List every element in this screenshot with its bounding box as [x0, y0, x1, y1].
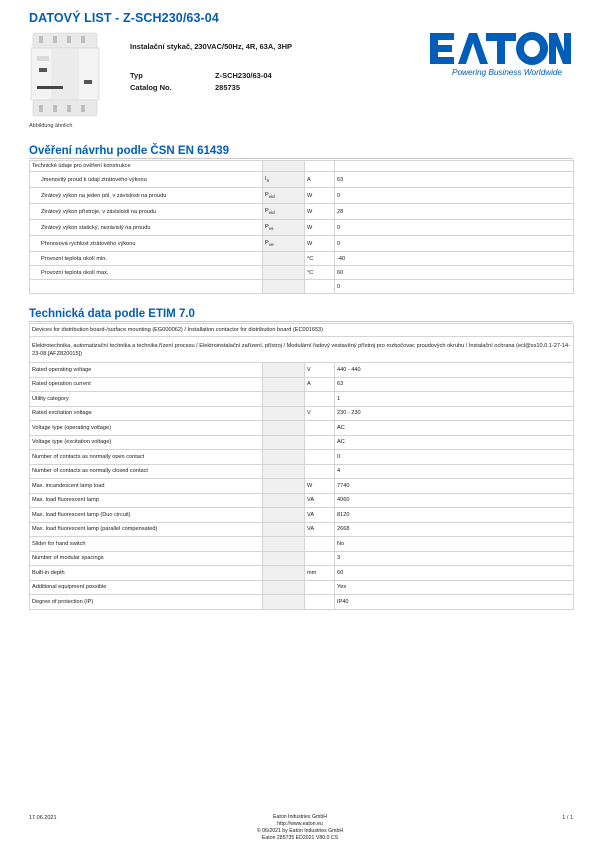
etim-path-text: Elektrotechnika, automatizační technika a technika řízení procesu / Elektroinstalační zařízení, přístroj / Modulární řadový vestavěný přístroj pro rozbočovac proudových okruhu / Instalační ochrana (ecl@ss10.0.1-27-14-23-08 [AFZ820015])	[30, 337, 574, 363]
row-unit: V	[305, 363, 335, 378]
catalog-value: 285735	[215, 83, 241, 92]
design-verification-table	[29, 160, 574, 294]
row-label: Ztrátový výkon na jeden pól, v závislosti na proudu	[30, 188, 263, 204]
image-caption: Abbildung ähnlich	[29, 123, 73, 129]
row-value: -40	[335, 252, 574, 266]
table-row	[30, 252, 574, 266]
row-label	[30, 280, 263, 294]
row-value: 8120	[335, 508, 574, 523]
row-value: 7740	[335, 479, 574, 494]
row-unit: W	[305, 204, 335, 220]
row-unit	[305, 464, 335, 479]
table-row	[30, 421, 574, 436]
table-row	[30, 566, 574, 581]
row-label: Voltage type (operating voltage)	[30, 421, 263, 436]
row-unit	[305, 537, 335, 552]
table-row	[30, 363, 574, 378]
table-row	[30, 595, 574, 610]
row-label: Number of contacts as normally open contact	[30, 450, 263, 465]
row-unit: VA	[305, 508, 335, 523]
table-row	[30, 479, 574, 494]
page-title: DATOVÝ LIST - Z-SCH230/63-04	[29, 11, 219, 25]
row-label: Max. load fluorescent lamp (parallel compensated)	[30, 522, 263, 537]
row-value: 230 - 230	[335, 406, 574, 421]
row-unit: W	[305, 479, 335, 494]
table-row	[30, 537, 574, 552]
row-label: Utility category	[30, 392, 263, 407]
row-value: 440 - 440	[335, 363, 574, 378]
footer-company: Eaton Industries GmbH	[273, 814, 327, 820]
row-value: 1	[335, 392, 574, 407]
table-row	[30, 236, 574, 252]
row-label: Number of modular spacings	[30, 551, 263, 566]
row-unit	[305, 580, 335, 595]
footer-url[interactable]: http://www.eaton.eu	[277, 821, 323, 827]
row-label: Degree of protection (IP)	[30, 595, 263, 610]
row-label: Provozní teplota okolí max.	[30, 266, 263, 280]
row-label: Jmenovitý proud k údaji ztrátového výkonu	[30, 172, 263, 188]
row-value: AC	[335, 435, 574, 450]
row-value: 0	[335, 450, 574, 465]
row-value: 0	[335, 220, 574, 236]
row-value: 63	[335, 172, 574, 188]
table-row	[30, 508, 574, 523]
row-label: Provozní teplota okolí min.	[30, 252, 263, 266]
etim-table	[29, 323, 574, 610]
row-value: 63	[335, 377, 574, 392]
table-row	[30, 580, 574, 595]
product-image	[29, 30, 109, 119]
row-symbol: $P_{vid}$	[263, 188, 305, 204]
table-row	[30, 220, 574, 236]
table-row	[30, 204, 574, 220]
footer-doc-code: Eaton 285735 ED2021 V80.0 CS	[261, 835, 339, 841]
table-row	[30, 464, 574, 479]
row-label: Rated operating voltage	[30, 363, 263, 378]
row-value: 2668	[335, 522, 574, 537]
row-unit	[305, 421, 335, 436]
row-symbol: $P_{ve}$	[263, 236, 305, 252]
row-value: 60	[335, 266, 574, 280]
row-unit	[305, 450, 335, 465]
row-value: 4060	[335, 493, 574, 508]
row-unit: °C	[305, 266, 335, 280]
row-symbol	[263, 266, 305, 280]
section-design-verification-title: Ověření návrhu podle ČSN EN 61439	[29, 145, 230, 157]
etim-class-row	[30, 324, 574, 337]
row-value: AC	[335, 421, 574, 436]
row-label: Max. incandescent lamp load	[30, 479, 263, 494]
row-label: Max. load fluorescent lamp	[30, 493, 263, 508]
etim-path-row	[30, 337, 574, 363]
table-row	[30, 280, 574, 294]
table-row	[30, 392, 574, 407]
row-unit	[305, 280, 335, 294]
row-value: No	[335, 537, 574, 552]
row-label: Rated excitation voltage	[30, 406, 263, 421]
row-symbol	[263, 252, 305, 266]
row-label: Přenosová rychlost ztrátového výkonu	[30, 236, 263, 252]
table-row	[30, 450, 574, 465]
footer-company-info	[200, 814, 400, 842]
footer-copyright: © 06/2021 by Eaton Industries GmbH	[256, 828, 344, 834]
row-unit: mm	[305, 566, 335, 581]
row-label: Number of contacts as normally closed contact	[30, 464, 263, 479]
row-label: Ztrátový výkon statický, nezávislý na proudu	[30, 220, 263, 236]
row-symbol: $P_{vid}$	[263, 204, 305, 220]
row-unit: V	[305, 406, 335, 421]
row-value: 60	[335, 566, 574, 581]
table-row	[30, 172, 574, 188]
row-unit: W	[305, 220, 335, 236]
table-row	[30, 522, 574, 537]
row-value: Yes	[335, 580, 574, 595]
row-label: Voltage type (excitation voltage)	[30, 435, 263, 450]
footer-date: 17.06.2021	[29, 815, 57, 821]
table-header-row	[30, 161, 574, 172]
row-label: Rated operation current	[30, 377, 263, 392]
table-row	[30, 377, 574, 392]
row-label: Additional equipment possible	[30, 580, 263, 595]
row-unit: VA	[305, 493, 335, 508]
table-row	[30, 406, 574, 421]
row-unit: A	[305, 172, 335, 188]
type-value: Z-SCH230/63-04	[215, 71, 272, 80]
row-unit: W	[305, 236, 335, 252]
row-symbol	[263, 280, 305, 294]
footer-page-number: 1 / 1	[562, 815, 573, 821]
section-etim-title: Technická data podle ETIM 7.0	[29, 308, 195, 320]
row-value: 4	[335, 464, 574, 479]
type-label: Typ	[130, 71, 143, 80]
row-unit: A	[305, 377, 335, 392]
table-row	[30, 435, 574, 450]
table-row	[30, 188, 574, 204]
row-value: 28	[335, 204, 574, 220]
catalog-label: Catalog No.	[130, 83, 172, 92]
table-row	[30, 551, 574, 566]
section-divider	[29, 321, 573, 322]
row-value: IP40	[335, 595, 574, 610]
product-description: Instalační stykač, 230VAC/50Hz, 4R, 63A, 3HP	[130, 42, 293, 51]
row-value: 0	[335, 280, 574, 294]
row-unit: VA	[305, 522, 335, 537]
etim-class-text: Devices for distribution board-/surface mounting (EG000062) / Installation contactor for distribution board (EC001653)	[30, 324, 574, 337]
row-symbol: $P_{vs}$	[263, 220, 305, 236]
row-unit	[305, 595, 335, 610]
row-label: Slider for hand switch	[30, 537, 263, 552]
row-unit: W	[305, 188, 335, 204]
row-value: 0	[335, 236, 574, 252]
brand-tagline: Powering Business Worldwide	[452, 67, 562, 77]
row-label: Built-in depth	[30, 566, 263, 581]
section-divider	[29, 158, 573, 159]
design-verification-header: Technické údaje pro ověření konstrukce	[30, 161, 263, 172]
table-row	[30, 266, 574, 280]
row-unit: °C	[305, 252, 335, 266]
row-value: 0	[335, 188, 574, 204]
row-unit	[305, 435, 335, 450]
table-row	[30, 493, 574, 508]
row-label: Max. load fluorescent lamp (Duo circuit)	[30, 508, 263, 523]
row-unit	[305, 551, 335, 566]
row-value: 3	[335, 551, 574, 566]
row-unit	[305, 392, 335, 407]
row-label: Ztrátový výkon přístroje, v závislosti na proudu	[30, 204, 263, 220]
row-symbol: $I_n$	[263, 172, 305, 188]
